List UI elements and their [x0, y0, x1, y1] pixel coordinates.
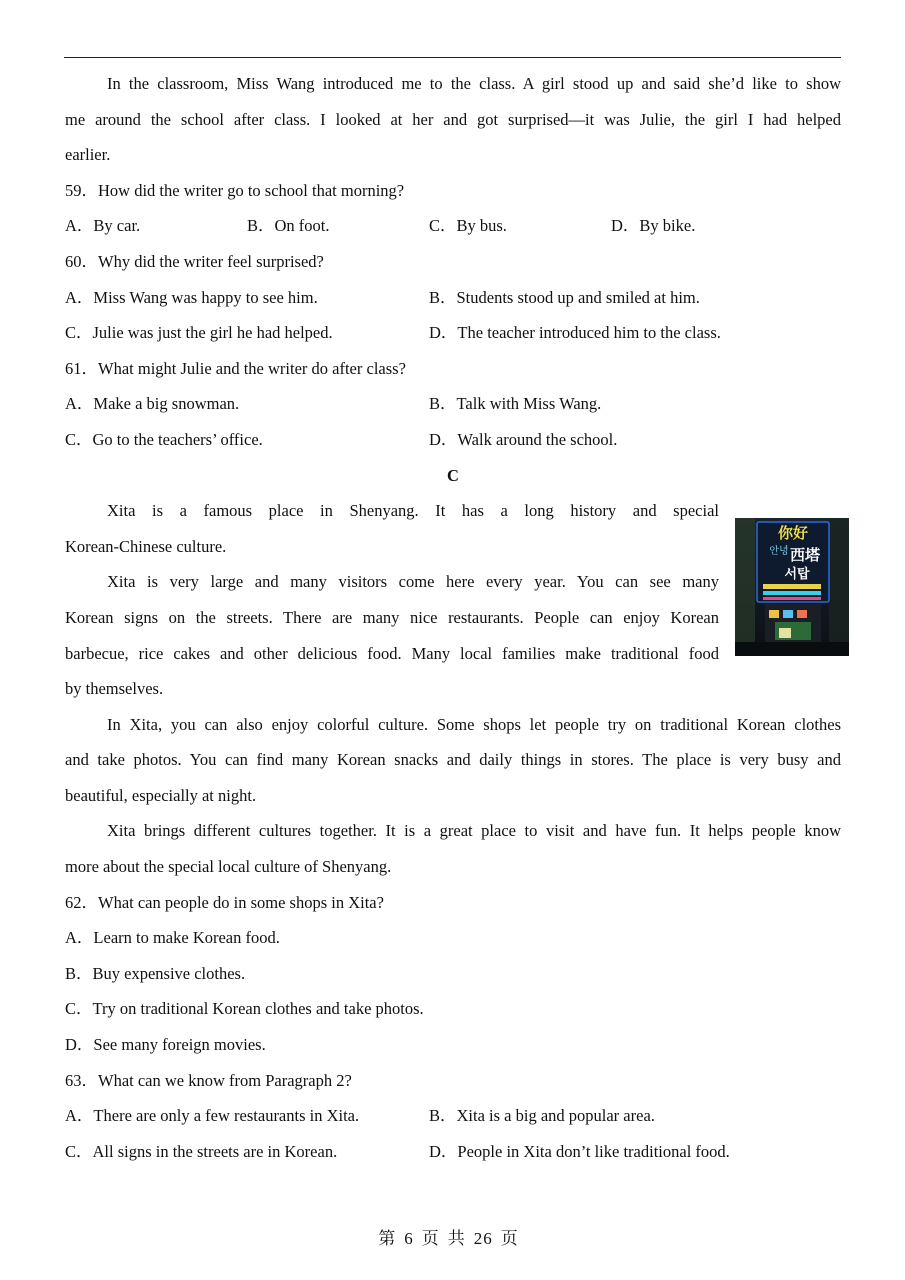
- question-60-options: [65, 280, 841, 316]
- option-60-a: A．Miss Wang was happy to see him.: [65, 287, 318, 307]
- passage-c-line: barbecue, rice cakes and other delicious food. Many local families make traditional food: [65, 643, 719, 663]
- sign-text-korean-xita: 서탑: [784, 567, 810, 582]
- passage-c-line: more about the special local culture of Shenyang.: [65, 857, 392, 877]
- option-63-a: A．There are only a few restaurants in Xita.: [65, 1106, 360, 1126]
- passage-c-line: Xita is a famous place in Shenyang. It has a long history and special: [107, 501, 719, 521]
- option-62-d: D．See many foreign movies.: [65, 1035, 266, 1055]
- question-59: 59．How did the writer go to school that morning?: [65, 180, 405, 200]
- option-61-d: D．Walk around the school.: [429, 429, 618, 449]
- passage-c-line: Xita brings different cultures together. It is a great place to visit and have fun. It helps people know: [107, 821, 841, 841]
- page-footer: [0, 1224, 905, 1249]
- xita-sign-illustration: [735, 518, 849, 656]
- sign-text-hello: 你好: [777, 524, 809, 542]
- option-63-b: B．Xita is a big and popular area.: [429, 1106, 655, 1126]
- header-rule: [64, 57, 841, 58]
- option-59-b: B．On foot.: [247, 216, 330, 236]
- question-60: 60．Why did the writer feel surprised?: [65, 251, 324, 271]
- footer-di: 第: [378, 1229, 397, 1248]
- sign-text-korean: 안녕: [769, 546, 789, 557]
- passage-c-line: and take photos. You can find many Korean snacks and daily things in stores. The place is very busy and: [65, 750, 841, 770]
- option-59-d: D．By bike.: [611, 216, 696, 236]
- passage-b-line: earlier.: [65, 145, 111, 165]
- passage-c-line: by themselves.: [65, 679, 164, 699]
- footer-gong: 共: [447, 1229, 466, 1248]
- option-60-c: C．Julie was just the girl he had helped.: [65, 323, 333, 343]
- exam-page: [65, 66, 841, 1169]
- option-63-d: D．People in Xita don’t like traditional food.: [429, 1141, 730, 1161]
- xita-street-photo: [735, 518, 849, 656]
- option-59-c: C．By bus.: [429, 216, 507, 236]
- question-61-options: [65, 386, 841, 422]
- option-61-a: A．Make a big snowman.: [65, 394, 240, 414]
- question-63-options: [65, 1134, 841, 1170]
- question-61-options: [65, 422, 841, 458]
- option-61-b: B．Talk with Miss Wang.: [429, 394, 602, 414]
- option-61-c: C．Go to the teachers’ office.: [65, 429, 263, 449]
- passage-c-line: Xita is very large and many visitors come here every year. You can see many: [107, 572, 719, 592]
- passage-c-line: beautiful, especially at night.: [65, 785, 257, 805]
- question-62: 62．What can people do in some shops in Xita?: [65, 892, 384, 912]
- section-c-heading: C: [447, 465, 459, 485]
- option-62-a: A．Learn to make Korean food.: [65, 928, 280, 948]
- question-60-options: [65, 315, 841, 351]
- passage-b-line: me around the school after class. I looked at her and got surprised—it was Julie, the girl I had helped: [65, 109, 841, 129]
- footer-page-number: 6: [404, 1229, 414, 1248]
- option-62-b: B．Buy expensive clothes.: [65, 963, 246, 983]
- question-63-options: [65, 1098, 841, 1134]
- footer-ye: 页: [421, 1229, 440, 1248]
- sign-text-xita: 西塔: [789, 546, 821, 564]
- passage-b-line: In the classroom, Miss Wang introduced me to the class. A girl stood up and said she’d like to show: [107, 74, 841, 93]
- option-60-d: D．The teacher introduced him to the class.: [429, 323, 721, 343]
- option-60-b: B．Students stood up and smiled at him.: [429, 287, 700, 307]
- footer-total-pages: 26: [473, 1229, 493, 1248]
- footer-ye-2: 页: [500, 1229, 519, 1248]
- option-63-c: C．All signs in the streets are in Korean.: [65, 1141, 338, 1161]
- question-63: 63．What can we know from Paragraph 2?: [65, 1070, 352, 1090]
- passage-c-line: Korean signs on the streets. There are many nice restaurants. People can enjoy Korean: [65, 607, 719, 627]
- passage-c-line: In Xita, you can also enjoy colorful culture. Some shops let people try on traditional Korean clothes: [107, 714, 841, 734]
- question-61: 61．What might Julie and the writer do after class?: [65, 358, 406, 378]
- option-62-c: C．Try on traditional Korean clothes and take photos.: [65, 999, 424, 1019]
- option-59-a: A．By car.: [65, 216, 141, 236]
- question-59-options: [65, 208, 841, 244]
- passage-c-line: Korean-Chinese culture.: [65, 536, 227, 556]
